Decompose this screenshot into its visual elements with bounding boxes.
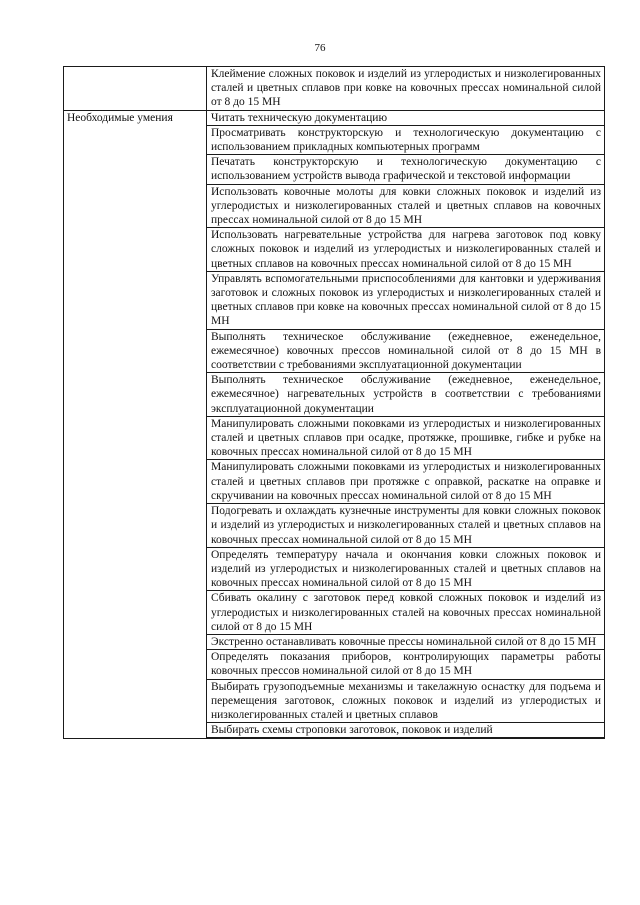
skill-item: Манипулировать сложными поковками из углеродистых и низколегированных сталей и цветных сплавов при протяжке с оправкой, раскатке на оправке и скручивании на ковочных прессах номинальной силой от 8 до 15 МН bbox=[207, 460, 605, 504]
skill-item: Выбирать грузоподъемные механизмы и такелажную оснастку для подъема и перемещения заготовок, сложных поковок и изделий из углеродистых и низколегированных сталей и цветных сплавов bbox=[207, 679, 605, 723]
skill-item: Печатать конструкторскую и технологическую документацию с использованием устройств вывода графической и текстовой информации bbox=[207, 155, 605, 184]
skill-item: Читать техническую документацию bbox=[207, 110, 605, 125]
skill-item: Определять показания приборов, контролирующих параметры работы ковочных прессов номинальной силой от 8 до 15 МН bbox=[207, 650, 605, 679]
skill-item: Экстренно останавливать ковочные прессы номинальной силой от 8 до 15 МН bbox=[207, 634, 605, 649]
skill-item: Сбивать окалину с заготовок перед ковкой сложных поковок и изделий из углеродистых и низколегированных сталей на ковочных прессах номинальной силой от 8 до 15 МН bbox=[207, 591, 605, 635]
table-row bbox=[64, 67, 605, 111]
row-text: Клеймение сложных поковок и изделий из углеродистых и низколегированных сталей и цветных сплавов при ковке на ковочных прессах номинальной силой от 8 до 15 МН bbox=[207, 67, 605, 111]
skill-item: Управлять вспомогательными приспособлениями для кантовки и удерживания заготовок и сложных поковок из углеродистых и низколегированных сталей и цветных сплавов при ковке на ковочных прессах номинальной силой от 8 до 15 МН bbox=[207, 271, 605, 329]
skill-item: Выполнять техническое обслуживание (ежедневное, еженедельное, ежемесячное) нагревательных устройств в соответствии с требованиями эксплуатационной документации bbox=[207, 373, 605, 417]
skills-table bbox=[63, 66, 605, 739]
skill-item: Выполнять техническое обслуживание (ежедневное, еженедельное, ежемесячное) ковочных прессов номинальной силой от 8 до 15 МН в соответствии с требованиями эксплуатационной документации bbox=[207, 329, 605, 373]
table-row bbox=[64, 110, 605, 125]
section-label: Необходимые умения bbox=[64, 110, 207, 738]
skill-item: Выбирать схемы строповки заготовок, поковок и изделий bbox=[207, 723, 605, 739]
skill-item: Использовать ковочные молоты для ковки сложных поковок и изделий из углеродистых и низколегированных сталей и цветных сплавов на ковочных прессах номинальной силой от 8 до 15 МН bbox=[207, 184, 605, 228]
skill-item: Использовать нагревательные устройства для нагрева заготовок под ковку сложных поковок и изделий из углеродистых и низколегированных сталей и цветных сплавов на ковочных прессах номинальной силой от 8 до 15 МН bbox=[207, 228, 605, 272]
skill-item: Просматривать конструкторскую и технологическую документацию с использованием прикладных компьютерных программ bbox=[207, 125, 605, 154]
skill-item: Манипулировать сложными поковками из углеродистых и низколегированных сталей и цветных сплавов при осадке, протяжке, прошивке, гибке и рубке на ковочных прессах номинальной силой от 8 до 15 МН bbox=[207, 416, 605, 460]
row-label bbox=[64, 67, 207, 111]
skill-item: Подогревать и охлаждать кузнечные инструменты для ковки сложных поковок и изделий из углеродистых и низколегированных сталей и цветных сплавов на ковочных прессах номинальной силой от 8 до 15 МН bbox=[207, 504, 605, 548]
page-number: 76 bbox=[314, 42, 326, 54]
skill-item: Определять температуру начала и окончания ковки сложных поковок и изделий из углеродистых и низколегированных сталей и цветных сплавов на ковочных прессах номинальной силой от 8 до 15 МН bbox=[207, 547, 605, 591]
